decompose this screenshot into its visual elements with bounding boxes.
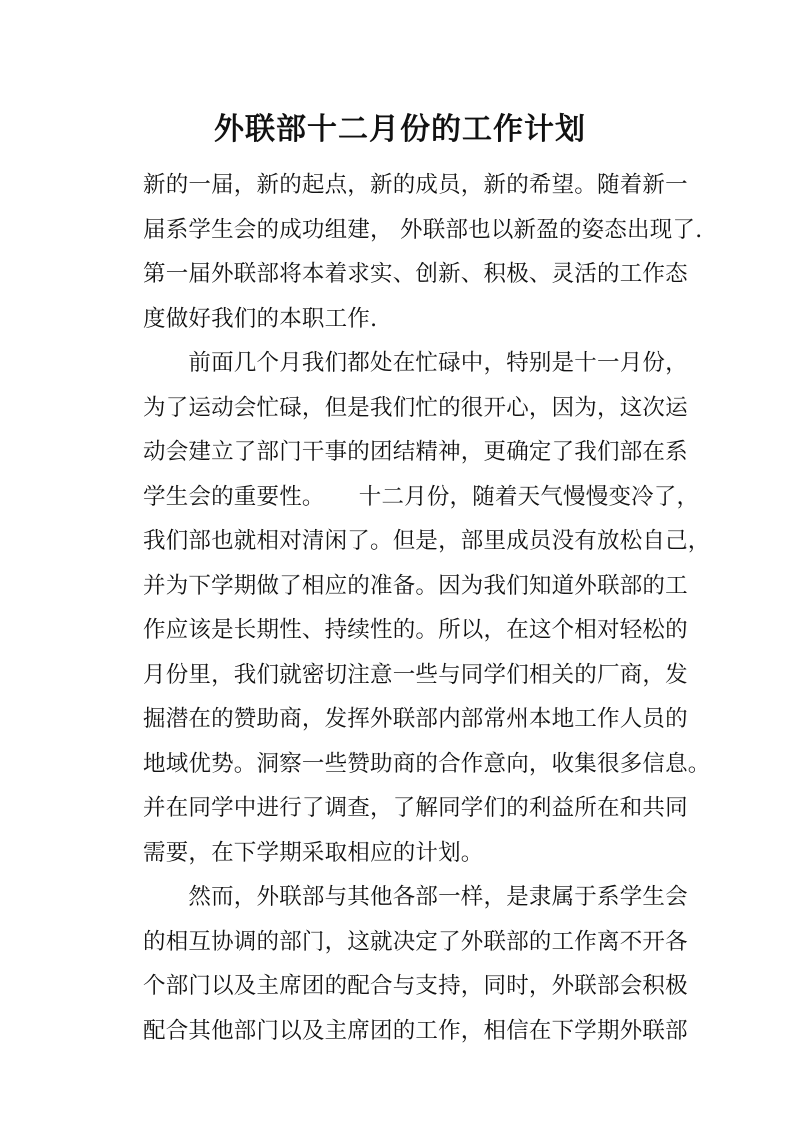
body-line: 并在同学中进行了调查，了解同学们的利益所在和共同 [143,795,688,821]
body-line: 并为下学期做了相应的准备。因为我们知道外联部的工 [143,572,688,599]
body-line: 地域优势。洞察一些赞助商的合作意向，收集很多信息。 [143,750,711,777]
document-body [143,163,711,1053]
body-line: 为了运动会忙碌，但是我们忙的很开心，因为，这次运 [143,394,688,421]
body-line: 掘潜在的赞助商，发挥外联部内部常州本地工作人员的 [143,706,688,732]
document-title: 外联部十二月份的工作计划 [214,112,586,147]
body-line: 动会建立了部门干事的团结精神，更确定了我们部在系 [143,439,688,465]
body-line: 学生会的重要性。 十二月份，随着天气慢慢变冷了， [143,483,700,510]
body-line: 作应该是长期性、持续性的。所以，在这个相对轻松的 [143,617,688,643]
body-line: 需要，在下学期采取相应的计划。 [143,839,484,866]
body-line: 第一届外联部将本着求实、创新、积极、灵活的工作态 [143,261,688,287]
body-line: 度做好我们的本职工作. [143,305,378,332]
body-line: 前面几个月我们都处在忙碌中，特别是十一月份， [143,350,688,376]
body-line: 的相互协调的部门，这就决定了外联部的工作离不开各 [143,928,688,955]
body-line: 然而，外联部与其他各部一样，是隶属于系学生会 [143,884,688,910]
body-line: 月份里，我们就密切注意一些与同学们相关的厂商，发 [143,661,688,688]
body-line: 届系学生会的成功组建， 外联部也以新盈的姿态出现了. [143,216,703,243]
body-line: 配合其他部门以及主席团的工作，相信在下学期外联部 [143,1017,688,1044]
body-line: 个部门以及主席团的配合与支持，同时，外联部会积极 [143,973,688,999]
body-line: 我们部也就相对清闲了。但是，部里成员没有放松自己， [143,528,711,554]
body-line: 新的一届，新的起点，新的成员，新的希望。随着新一 [143,172,688,198]
